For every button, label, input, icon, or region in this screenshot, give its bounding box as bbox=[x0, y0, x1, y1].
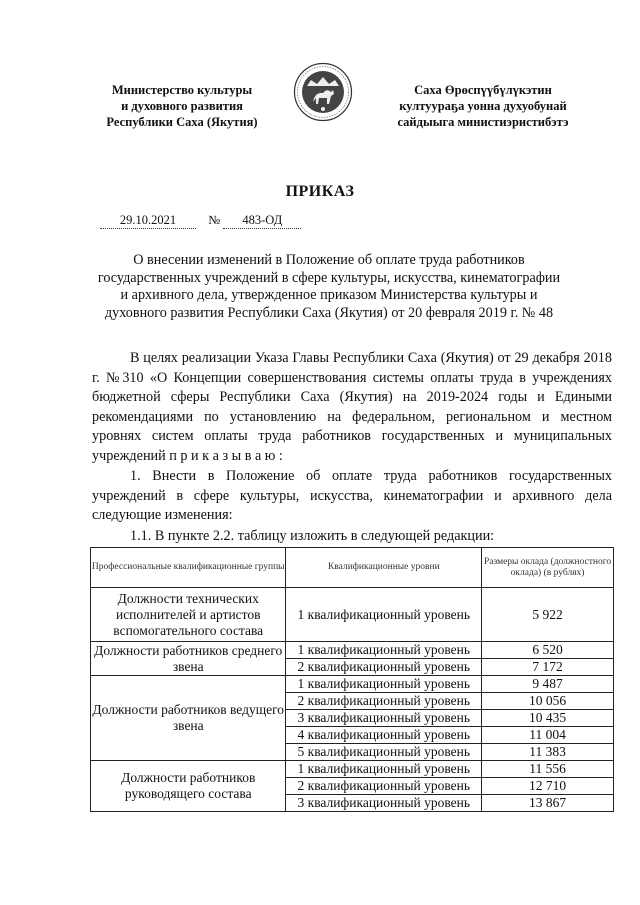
header-level: Квалификационные уровни bbox=[286, 548, 482, 588]
group-cell: Должности работников среднего звена bbox=[91, 642, 286, 676]
salary-cell: 10 056 bbox=[482, 693, 614, 710]
order-date-number bbox=[100, 213, 301, 229]
level-cell: 5 квалификационный уровень bbox=[286, 744, 482, 761]
preamble-paragraph: В целях реализации Указа Главы Республики Саха (Якутия) от 29 декабря 2018 г. №310 «О Концепции совершенствования системы оплаты труда в учреждениях бюджетной сферы Республики Саха (Якутия) на 2019-2024 годы и Едиными рекомендациями по установлению на федеральном, региональном и местном уровнях систем оплаты труда работников государственных и муниципальных учреждений п р и к а з ы в а ю : bbox=[92, 350, 612, 464]
level-cell: 3 квалификационный уровень bbox=[286, 710, 482, 727]
header-salary: Размеры оклада (должностного оклада) (в рублях) bbox=[482, 548, 614, 588]
group-cell: Должности работников руководящего состава bbox=[91, 761, 286, 812]
group-cell: Должности работников ведущего звена bbox=[91, 676, 286, 761]
salary-cell: 10 435 bbox=[482, 710, 614, 727]
level-cell: 1 квалификационный уровень bbox=[286, 761, 482, 778]
salary-cell: 9 487 bbox=[482, 676, 614, 693]
salary-cell: 11 556 bbox=[482, 761, 614, 778]
header-group: Профессиональные квалификационные группы bbox=[91, 548, 286, 588]
table-header-row bbox=[91, 548, 614, 588]
salary-cell: 11 004 bbox=[482, 727, 614, 744]
salary-cell: 6 520 bbox=[482, 642, 614, 659]
order-number: 483-ОД bbox=[223, 213, 301, 229]
coat-of-arms-emblem bbox=[293, 62, 353, 122]
salary-cell: 5 922 bbox=[482, 588, 614, 642]
level-cell: 4 квалификационный уровень bbox=[286, 727, 482, 744]
ministry-line: култуураҕа уонна духуобунай bbox=[399, 99, 567, 113]
ministry-line: Республики Саха (Якутия) bbox=[106, 115, 258, 129]
salary-cell: 13 867 bbox=[482, 795, 614, 812]
document-type-title: ПРИКАЗ bbox=[285, 183, 355, 200]
salary-table bbox=[90, 547, 614, 812]
table-row bbox=[91, 588, 614, 642]
table-row bbox=[91, 642, 614, 659]
table-row bbox=[91, 676, 614, 693]
level-cell: 2 квалификационный уровень bbox=[286, 659, 482, 676]
level-cell: 3 квалификационный уровень bbox=[286, 795, 482, 812]
level-cell: 2 квалификационный уровень bbox=[286, 693, 482, 710]
level-cell: 2 квалификационный уровень bbox=[286, 778, 482, 795]
order-subject: О внесении изменений в Положение об оплате труда работников государственных учреждений в сфере культуры, искусства, кинематографии и архивного дела, утвержденное приказом Министерства культуры и духовного развития Республики Саха (Якутия) от 20 февраля 2019 г. № 48 bbox=[97, 252, 561, 321]
ministry-line: Саха Өрөспүүбүлүкэтин bbox=[414, 83, 552, 97]
level-cell: 1 квалификационный уровень bbox=[286, 588, 482, 642]
clause-1-paragraph: 1. Внести в Положение об оплате труда работников государственных учреждений в сфере культуры, искусства, кинематографии и архивного дела следующие изменения: bbox=[92, 468, 612, 523]
salary-cell: 12 710 bbox=[482, 778, 614, 795]
level-cell: 1 квалификационный уровень bbox=[286, 642, 482, 659]
ministry-name-yakut bbox=[374, 82, 592, 130]
salary-cell: 11 383 bbox=[482, 744, 614, 761]
ministry-name-russian bbox=[78, 82, 286, 130]
number-sign: № bbox=[208, 213, 221, 227]
ministry-line: сайдыыга министиэристибэтэ bbox=[397, 115, 569, 129]
level-cell: 1 квалификационный уровень bbox=[286, 676, 482, 693]
ministry-line: и духовного развития bbox=[121, 99, 243, 113]
order-date: 29.10.2021 bbox=[100, 213, 196, 229]
ministry-line: Министерство культуры bbox=[111, 83, 253, 97]
clause-1-1-paragraph: 1.1. В пункте 2.2. таблицу изложить в следующей редакции: bbox=[130, 528, 495, 544]
salary-cell: 7 172 bbox=[482, 659, 614, 676]
table-row bbox=[91, 761, 614, 778]
group-cell: Должности технических исполнителей и артистов вспомогательного состава bbox=[91, 588, 286, 642]
